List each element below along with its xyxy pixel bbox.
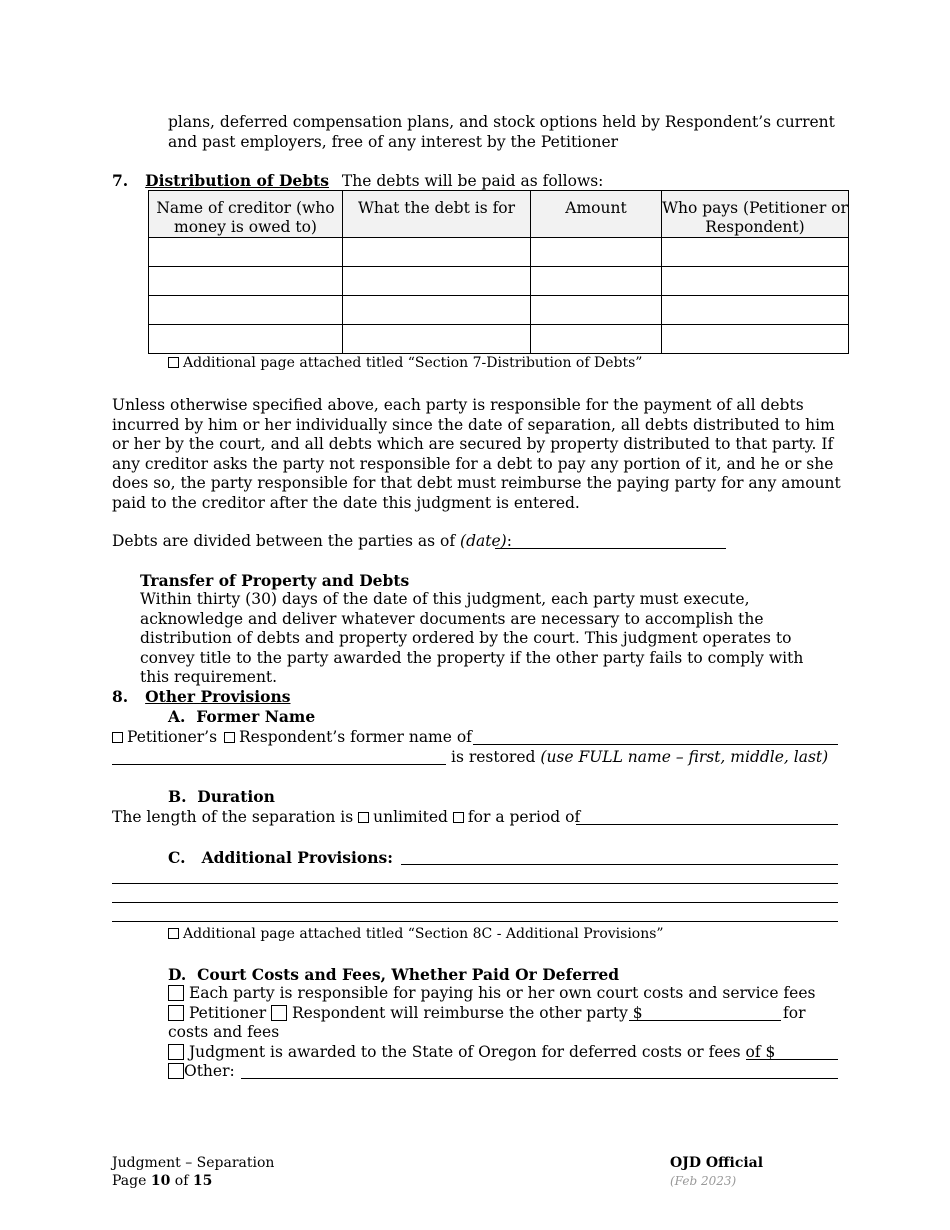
table-cell[interactable] — [343, 267, 531, 296]
opt2-for: for — [783, 1004, 806, 1022]
unlimited-checkbox[interactable] — [358, 812, 369, 823]
page-of: of — [170, 1173, 193, 1189]
court-costs-opt4 — [168, 1062, 235, 1082]
page-prefix: Page — [112, 1173, 151, 1189]
additional-provisions-line[interactable] — [112, 921, 838, 922]
opt3-checkbox[interactable] — [168, 1044, 184, 1060]
section8c-attached-note — [168, 925, 664, 945]
transfer-heading: Transfer of Property and Debts — [140, 571, 410, 590]
footer-official: OJD Official — [670, 1155, 764, 1171]
header-amount: Amount — [531, 191, 662, 238]
restored-note: (use FULL name – first, middle, last) — [540, 748, 829, 766]
respondent-former-name-label: Respondent’s former name of — [239, 728, 472, 746]
additional-provisions-field[interactable] — [401, 864, 838, 865]
opt1-checkbox[interactable] — [168, 985, 184, 1001]
period-checkbox[interactable] — [453, 812, 464, 823]
page-total: 15 — [192, 1173, 213, 1189]
period-label: for a period of — [467, 808, 581, 826]
restored-row — [451, 748, 828, 768]
header-debt-for: What the debt is for — [343, 191, 531, 238]
table-cell[interactable] — [662, 267, 849, 296]
section7-heading — [112, 171, 603, 192]
debts-date-field[interactable] — [495, 548, 726, 549]
section7-attached-label: Additional page attached titled “Section 7-Distribution of Debts” — [183, 355, 643, 371]
debts-table-header-row — [149, 191, 849, 238]
table-cell[interactable] — [149, 296, 343, 325]
petitioner-checkbox[interactable] — [112, 732, 123, 743]
section7-number: 7. — [112, 171, 129, 190]
debts-table — [148, 190, 849, 354]
table-cell[interactable] — [662, 296, 849, 325]
date-label-suffix: : — [506, 532, 512, 550]
date-label-prefix: Debts are divided between the parties as of — [112, 532, 461, 550]
debts-date-label — [112, 532, 512, 552]
section8c-attached-label: Additional page attached titled “Section 8C - Additional Provisions” — [183, 926, 664, 942]
footer-page-number — [112, 1172, 212, 1192]
opt1-label: Each party is responsible for paying his or her own court costs and service fees — [188, 984, 816, 1002]
other-field[interactable] — [241, 1078, 838, 1079]
date-label-italic: (date) — [460, 532, 507, 550]
court-costs-opt1 — [168, 984, 815, 1004]
table-row — [149, 296, 849, 325]
section8-heading — [112, 687, 290, 708]
table-row — [149, 325, 849, 354]
table-cell[interactable] — [531, 296, 662, 325]
opt2-petitioner-checkbox[interactable] — [168, 1005, 184, 1021]
table-cell[interactable] — [531, 325, 662, 354]
debt-responsibility-paragraph: Unless otherwise specified above, each party is responsible for the payment of all debts incurred by him or her individually since the date of separation, all debts distributed to him or her by the court, and all debts which are secured by property distributed to that party. If any creditor asks the party not responsible for a debt to pay any portion of it, and he or she does so, the party responsible for that debt must reimburse the paying party for any amount paid to the creditor after the date this judgment is entered. — [112, 396, 841, 512]
table-cell[interactable] — [149, 325, 343, 354]
attached-page-checkbox[interactable] — [168, 357, 179, 368]
table-cell[interactable] — [662, 238, 849, 267]
opt3-label: Judgment is awarded to the State of Oregon for deferred costs or fees of $ — [188, 1043, 776, 1061]
intro-text: plans, deferred compensation plans, and stock options held by Respondent’s current and past employers, free of any interest by the Petitioner — [168, 113, 835, 151]
opt2-respondent-checkbox[interactable] — [271, 1005, 287, 1021]
attached-page-checkbox[interactable] — [168, 928, 179, 939]
section7-title: Distribution of Debts — [145, 171, 329, 190]
respondent-checkbox[interactable] — [224, 732, 235, 743]
header-creditor: Name of creditor (who money is owed to) — [149, 191, 343, 238]
table-row — [149, 238, 849, 267]
table-row — [149, 267, 849, 296]
page-current: 10 — [150, 1173, 171, 1189]
table-cell[interactable] — [149, 238, 343, 267]
unlimited-label: unlimited — [373, 808, 448, 826]
opt2-cont: costs and fees — [168, 1023, 280, 1041]
opt4-checkbox[interactable] — [168, 1063, 184, 1079]
court-costs-heading: D. Court Costs and Fees, Whether Paid Or Deferred — [168, 965, 620, 984]
period-field[interactable] — [576, 824, 838, 825]
footer-revision: (Feb 2023) — [670, 1174, 737, 1188]
table-cell[interactable] — [662, 325, 849, 354]
table-cell[interactable] — [343, 325, 531, 354]
section8-number: 8. — [112, 687, 129, 706]
restored-label: is restored — [451, 748, 536, 766]
court-costs-opt2 — [168, 1004, 643, 1024]
duration-row — [112, 808, 580, 828]
deferred-fees-field[interactable] — [746, 1059, 838, 1060]
additional-provisions-line[interactable] — [112, 883, 838, 884]
table-cell[interactable] — [343, 296, 531, 325]
footer-doc-title: Judgment – Separation — [112, 1155, 275, 1171]
additional-provisions-line[interactable] — [112, 902, 838, 903]
reimburse-amount-field[interactable] — [629, 1020, 781, 1021]
duration-text: The length of the separation is — [112, 808, 354, 826]
former-name-heading: A. Former Name — [168, 707, 316, 726]
header-who-pays: Who pays (Petitioner or Respondent) — [662, 191, 849, 238]
table-cell[interactable] — [149, 267, 343, 296]
opt2-petitioner-label: Petitioner — [188, 1004, 267, 1022]
additional-provisions-heading: C. Additional Provisions: — [168, 848, 393, 867]
petitioner-label: Petitioner’s — [127, 728, 218, 746]
court-costs-opt3 — [168, 1043, 775, 1063]
table-cell[interactable] — [531, 267, 662, 296]
transfer-text: Within thirty (30) days of the date of this judgment, each party must execute, acknowledge and deliver whatever documents are necessary to accomplish the distribution of debts and property ordered by the court. This judgment operates to convey title to the party awarded the property if the other party fails to comply with this requirement. — [140, 590, 804, 686]
section7-attached-note — [168, 354, 642, 374]
table-cell[interactable] — [343, 238, 531, 267]
former-name-field[interactable] — [473, 744, 838, 745]
opt4-label: Other: — [184, 1062, 235, 1080]
duration-heading: B. Duration — [168, 787, 275, 806]
section7-subtitle: The debts will be paid as follows: — [341, 172, 604, 190]
table-cell[interactable] — [531, 238, 662, 267]
former-name-field-cont[interactable] — [112, 764, 446, 765]
opt2-respondent-label: Respondent will reimburse the other party $ — [292, 1004, 643, 1022]
section8-title: Other Provisions — [145, 687, 291, 706]
former-name-row — [112, 728, 472, 748]
